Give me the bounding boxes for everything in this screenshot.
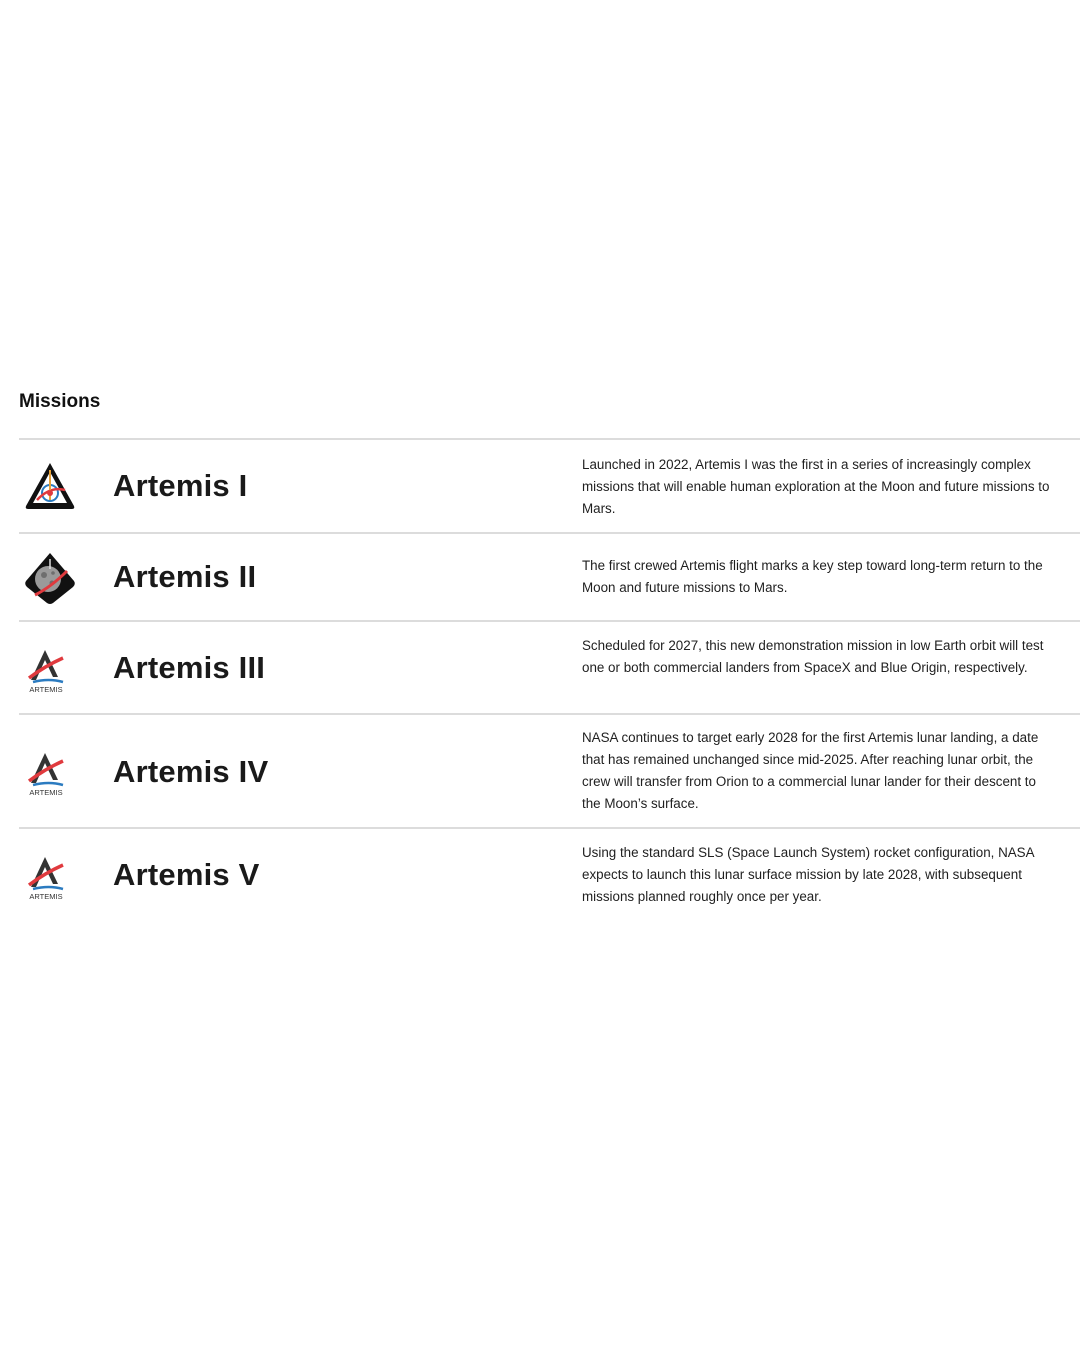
mission-name: Artemis V [113,857,260,892]
artemis-logo-icon [23,851,77,905]
mission-name: Artemis III [113,650,266,685]
mission-row-artemis-i[interactable] [19,438,1080,532]
artemis-i-patch-icon [23,460,77,514]
svg-text:ARTEMIS: ARTEMIS [29,685,63,694]
artemis-logo-icon [23,644,77,698]
mission-row-artemis-ii[interactable] [19,532,1080,620]
mission-description: Using the standard SLS (Space Launch System) rocket configuration, NASA expects to launch this lunar surface mission by late 2028, with subsequent missions planned roughly once per year. [582,845,1034,904]
svg-text:ARTEMIS: ARTEMIS [29,788,63,797]
mission-row-artemis-iv[interactable] [19,713,1080,827]
mission-description: NASA continues to target early 2028 for the first Artemis lunar landing, a date that has remained unchanged since mid-2025. After reaching lunar orbit, the crew will transfer from Orion to a commercial lunar lander for their descent to the Moon’s surface. [582,730,1039,811]
mission-name: Artemis I [113,468,248,503]
mission-description: Scheduled for 2027, this new demonstration mission in low Earth orbit will test one or both commercial landers from SpaceX and Blue Origin, respectively. [582,638,1044,675]
svg-text:ARTEMIS: ARTEMIS [29,892,63,901]
artemis-logo-icon [23,747,77,801]
mission-description: Launched in 2022, Artemis I was the first in a series of increasingly complex missions that will enable human exploration at the Moon and future missions to Mars. [582,457,1050,516]
mission-row-artemis-v[interactable] [19,827,1080,921]
artemis-ii-patch-icon [23,551,77,605]
missions-list [19,438,1080,921]
section-title: Missions [19,391,101,412]
mission-name: Artemis II [113,559,257,594]
mission-row-artemis-iii[interactable] [19,620,1080,713]
mission-description: The first crewed Artemis flight marks a key step toward long-term return to the Moon and future missions to Mars. [582,558,1043,595]
mission-name: Artemis IV [113,754,269,789]
